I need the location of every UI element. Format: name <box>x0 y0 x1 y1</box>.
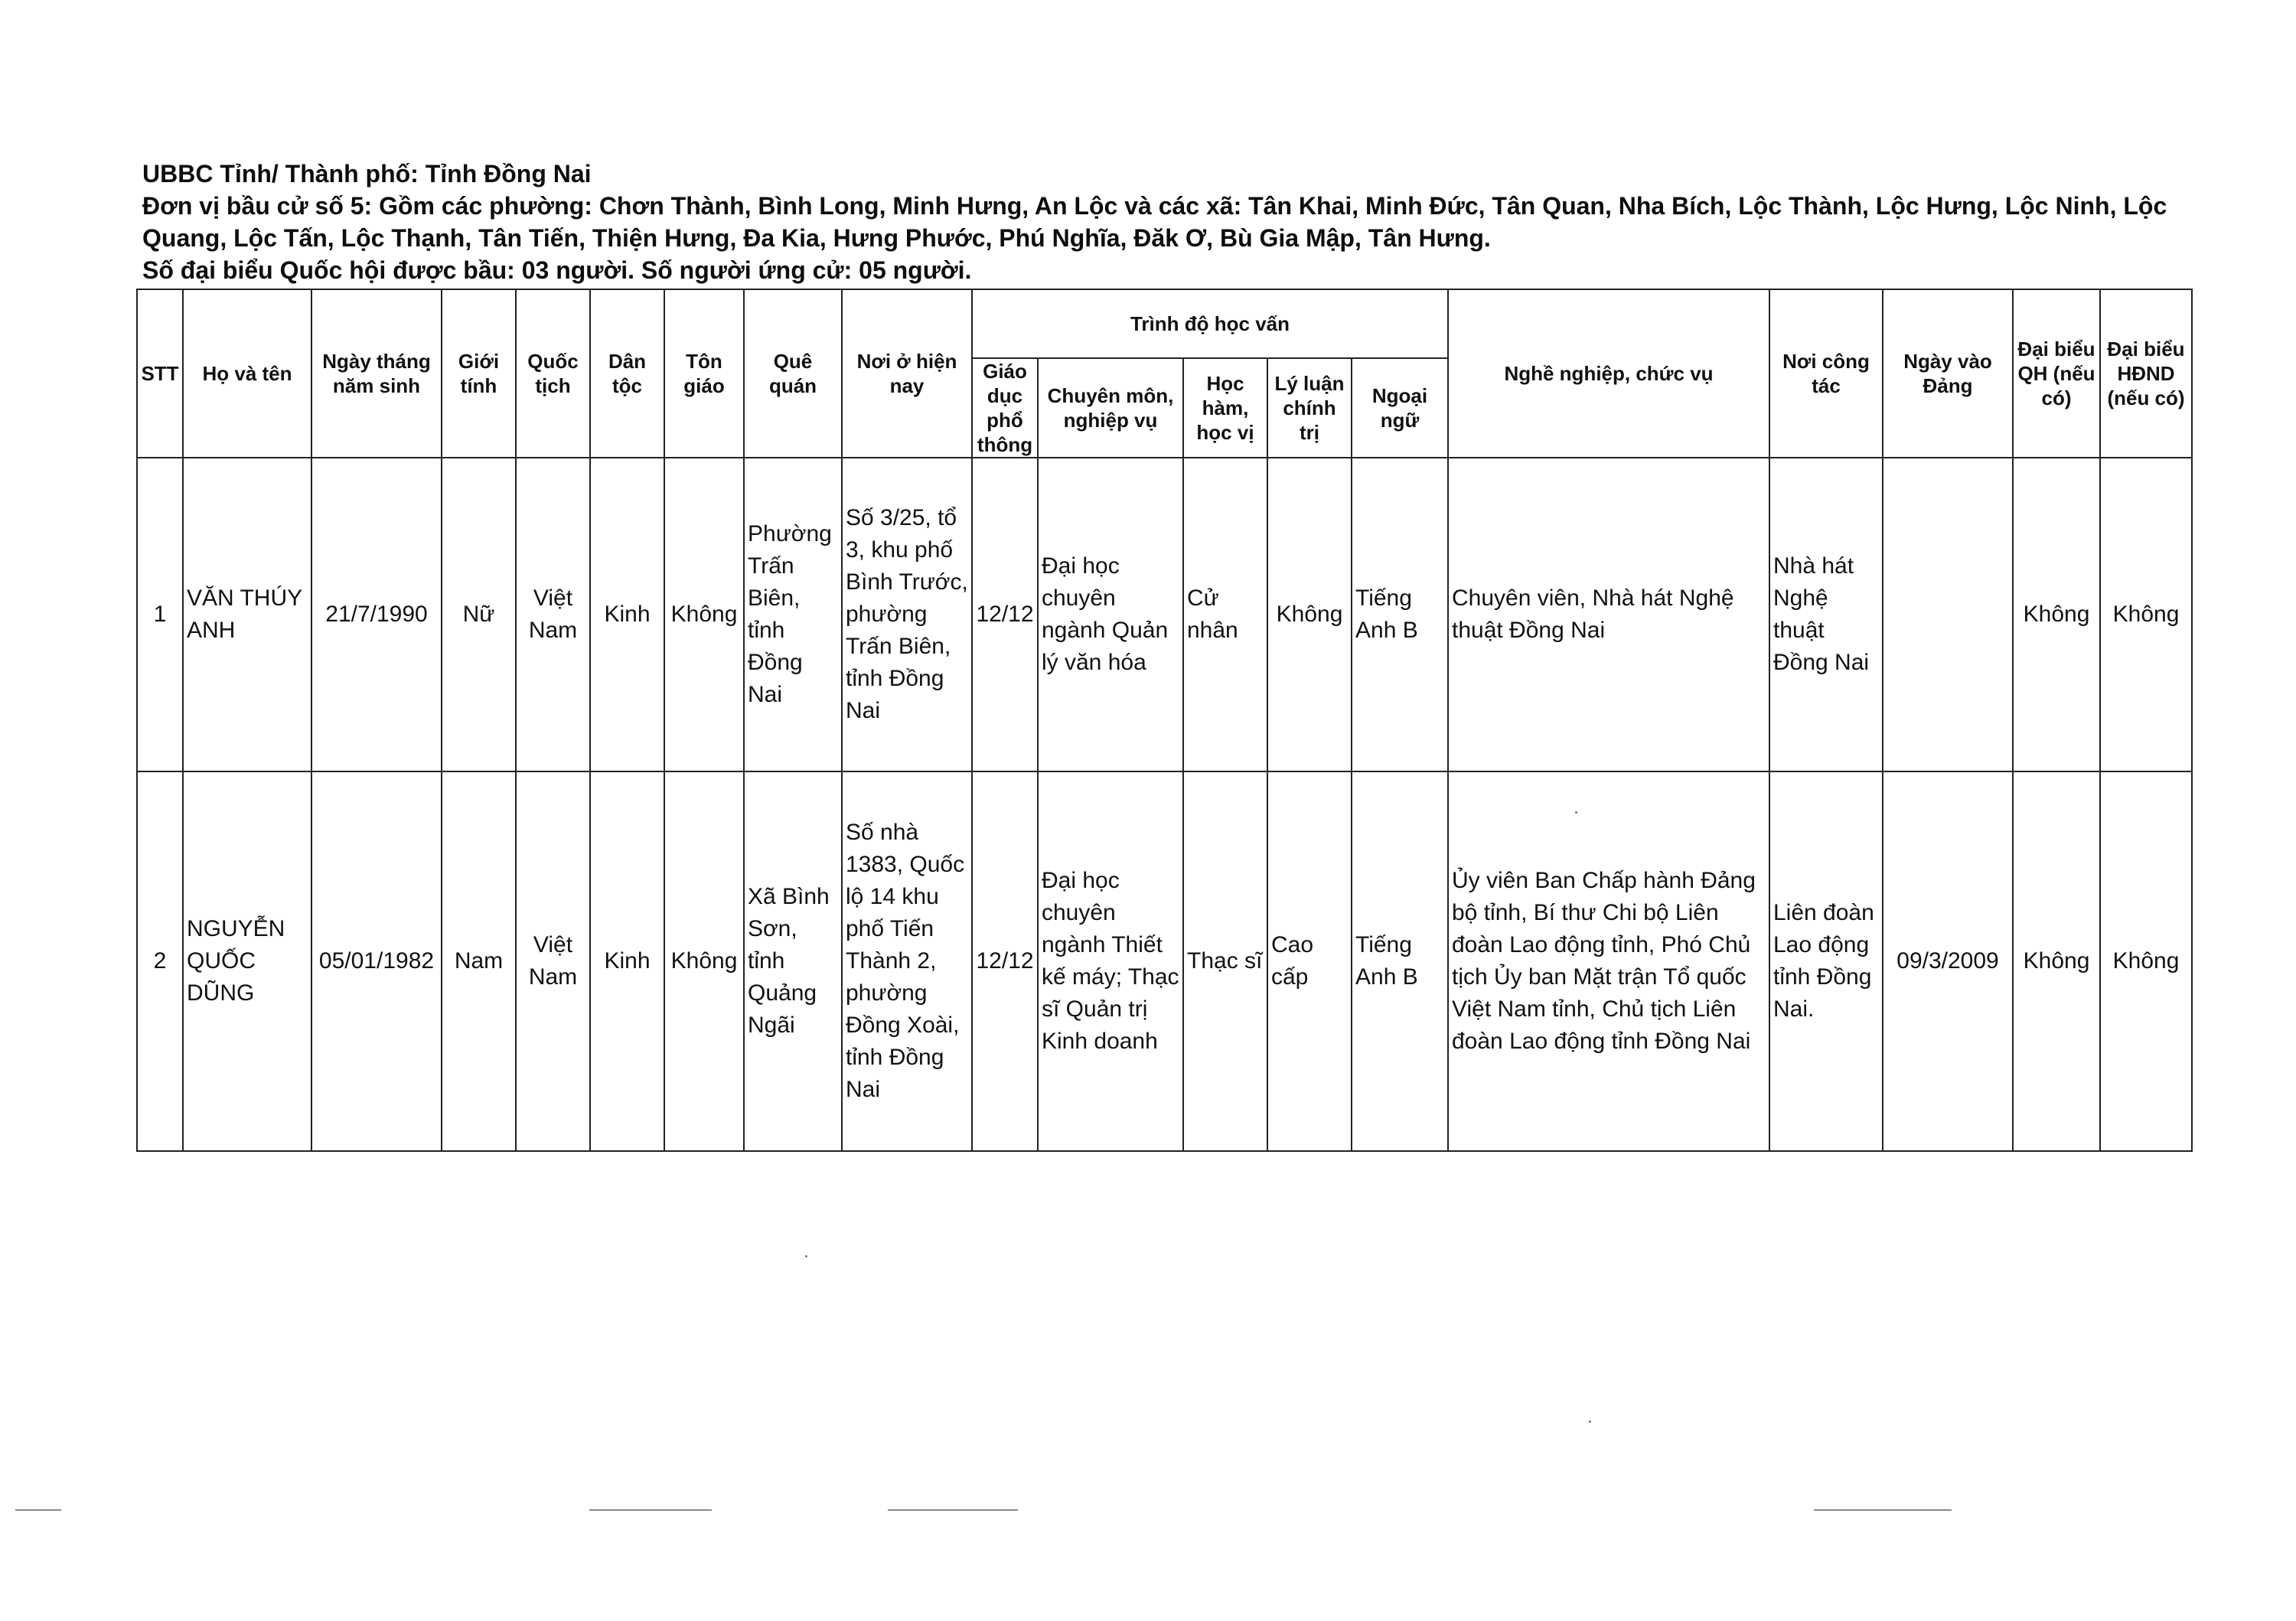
cell-nationality: Việt Nam <box>516 771 590 1151</box>
header-electoral-unit: Đơn vị bầu cử số 5: Gồm các phường: Chơn Thành, Bình Long, Minh Hưng, An Lộc và các xã: Tân Khai, Minh Đức, Tân Quan, Nha Bích, Lộc Thành, Lộc Hưng, Lộc Ninh, Lộc Quang, Lộc Tấn, Lộc Thạnh, Tân Tiến, Thiện Hưng, Đa Kia, Hưng Phước, Phú Nghĩa, Đăk Ơ, Bù Gia Mập, Tân Hưng. <box>142 192 2167 252</box>
scan-artifact-dot <box>1589 1420 1591 1423</box>
cell-stt: 2 <box>137 771 183 1151</box>
cell-dob: 21/7/1990 <box>311 458 442 771</box>
cell-name: NGUYỄN QUỐC DŨNG <box>183 771 311 1151</box>
header-ethnicity: Dân tộc <box>590 289 664 458</box>
cell-workplace: Nhà hát Nghệ thuật Đồng Nai <box>1769 458 1883 771</box>
cell-religion: Không <box>664 458 744 771</box>
header-stt: STT <box>137 289 183 458</box>
cell-stt: 1 <box>137 458 183 771</box>
cell-ethnicity: Kinh <box>590 771 664 1151</box>
header-occupation: Nghề nghiệp, chức vụ <box>1448 289 1769 458</box>
cell-hometown: Xã Bình Sơn, tỉnh Quảng Ngãi <box>744 771 842 1151</box>
header-name: Họ và tên <box>183 289 311 458</box>
cell-occupation: Ủy viên Ban Chấp hành Đảng bộ tỉnh, Bí thư Chi bộ Liên đoàn Lao động tỉnh, Phó Chủ tịch Ủy ban Mặt trận Tổ quốc Việt Nam tỉnh, Chủ tịch Liên đoàn Lao động tỉnh Đồng Nai <box>1448 771 1769 1151</box>
cell-specialty: Đại học chuyên ngành Thiết kế máy; Thạc sĩ Quản trị Kinh doanh <box>1038 771 1183 1151</box>
cell-language: Tiếng Anh B <box>1352 458 1448 771</box>
cell-gender: Nữ <box>442 458 516 771</box>
cell-language: Tiếng Anh B <box>1352 771 1448 1151</box>
cell-dob: 05/01/1982 <box>311 771 442 1151</box>
document-header <box>142 158 2209 286</box>
cell-gender: Nam <box>442 771 516 1151</box>
cell-degree: Thạc sĩ <box>1183 771 1267 1151</box>
cell-party-date <box>1883 458 2013 771</box>
header-pc-delegate: Đại biểu HĐND (nếu có) <box>2100 289 2192 458</box>
candidate-table <box>136 289 2193 1152</box>
header-gender: Giới tính <box>442 289 516 458</box>
scan-artifact-line <box>1814 1509 1952 1511</box>
scan-artifact-line <box>589 1509 712 1511</box>
cell-politics: Cao cấp <box>1267 771 1352 1151</box>
cell-occupation: Chuyên viên, Nhà hát Nghệ thuật Đồng Nai <box>1448 458 1769 771</box>
header-specialty: Chuyên môn, nghiệp vụ <box>1038 358 1183 458</box>
cell-na-delegate: Không <box>2013 458 2100 771</box>
cell-pc-delegate: Không <box>2100 771 2192 1151</box>
cell-name: VĂN THÚY ANH <box>183 458 311 771</box>
scan-artifact-dot <box>1575 811 1577 814</box>
cell-residence: Số 3/25, tổ 3, khu phố Bình Trước, phường Trấn Biên, tỉnh Đồng Nai <box>842 458 972 771</box>
header-delegate-count: Số đại biểu Quốc hội được bầu: 03 người. Số người ứng cử: 05 người. <box>142 256 972 284</box>
header-nationality: Quốc tịch <box>516 289 590 458</box>
cell-general-edu: 12/12 <box>972 771 1038 1151</box>
cell-pc-delegate: Không <box>2100 458 2192 771</box>
table-row <box>137 771 2192 1151</box>
header-party-date: Ngày vào Đảng <box>1883 289 2013 458</box>
cell-party-date: 09/3/2009 <box>1883 771 2013 1151</box>
cell-specialty: Đại học chuyên ngành Quản lý văn hóa <box>1038 458 1183 771</box>
header-degree: Học hàm, học vị <box>1183 358 1267 458</box>
cell-degree: Cử nhân <box>1183 458 1267 771</box>
header-residence: Nơi ở hiện nay <box>842 289 972 458</box>
scan-artifact-line <box>15 1509 61 1511</box>
header-dob: Ngày tháng năm sinh <box>311 289 442 458</box>
header-politics: Lý luận chính trị <box>1267 358 1352 458</box>
header-general-edu: Giáo dục phổ thông <box>972 358 1038 458</box>
header-education-group: Trình độ học vấn <box>972 289 1448 358</box>
cell-nationality: Việt Nam <box>516 458 590 771</box>
header-workplace: Nơi công tác <box>1769 289 1883 458</box>
header-religion: Tôn giáo <box>664 289 744 458</box>
cell-na-delegate: Không <box>2013 771 2100 1151</box>
cell-religion: Không <box>664 771 744 1151</box>
cell-workplace: Liên đoàn Lao động tỉnh Đồng Nai. <box>1769 771 1883 1151</box>
header-na-delegate: Đại biểu QH (nếu có) <box>2013 289 2100 458</box>
cell-general-edu: 12/12 <box>972 458 1038 771</box>
cell-ethnicity: Kinh <box>590 458 664 771</box>
header-language: Ngoại ngữ <box>1352 358 1448 458</box>
table-row <box>137 458 2192 771</box>
header-hometown: Quê quán <box>744 289 842 458</box>
cell-politics: Không <box>1267 458 1352 771</box>
cell-hometown: Phường Trấn Biên, tỉnh Đồng Nai <box>744 458 842 771</box>
scan-artifact-dot <box>805 1255 807 1257</box>
cell-residence: Số nhà 1383, Quốc lộ 14 khu phố Tiến Thành 2, phường Đồng Xoài, tỉnh Đồng Nai <box>842 771 972 1151</box>
scan-artifact-line <box>888 1509 1018 1511</box>
header-committee: UBBC Tỉnh/ Thành phố: Tỉnh Đồng Nai <box>142 160 592 188</box>
